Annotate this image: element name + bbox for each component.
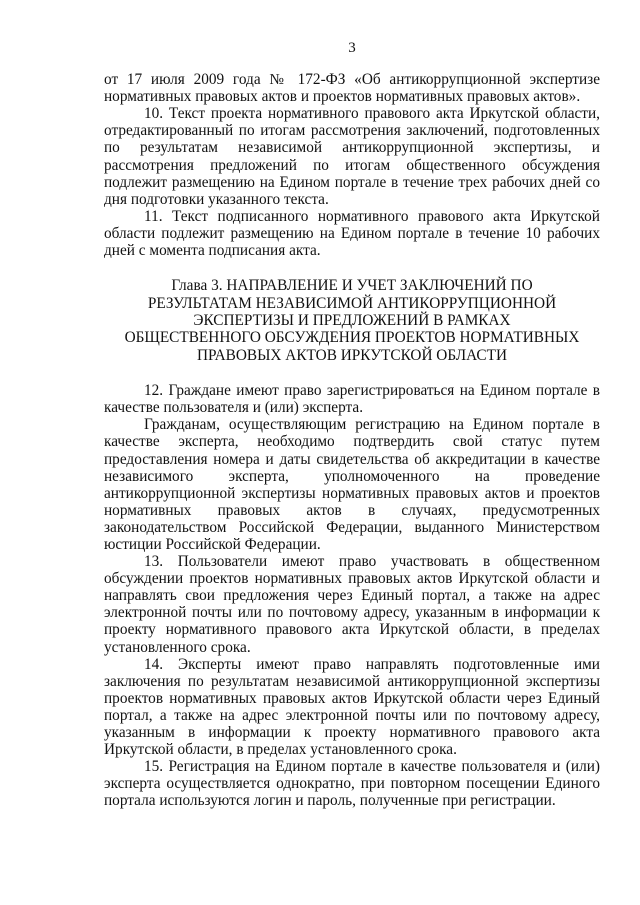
paragraph-law-reference: от 17 июля 2009 года № 172-ФЗ «Об антикоррупционной экспертизе нормативных правовых актов и проектов нормативных правовых актов». (104, 71, 600, 106)
paragraph-10: 10. Текст проекта нормативного правового акта Иркутской области, отредактированный по итогам рассмотрения заключений, подготовленных по результатам независимой антикоррупционной экспертизы, и рассмотрения предложений по итогам общественного обсуждения подлежит размещению на Едином портале в течение трех рабочих дней со дня подготовки указанного текста. (104, 105, 600, 208)
paragraph-13: 13. Пользователи имеют право участвовать в общественном обсуждении проектов нормативных правовых актов Иркутской области и направлять свои предложения через Единый портал, а также на адрес электронной почты или по почтовому адресу, указанным в информации к проекту нормативного правового акта Иркутской области, в пределах установленного срока. (104, 553, 600, 656)
paragraph-12: 12. Граждане имеют право зарегистрироваться на Едином портале в качестве пользователя и (или) эксперта. (104, 382, 600, 417)
document-page (104, 40, 600, 810)
chapter-title: Глава 3. НАПРАВЛЕНИЕ И УЧЕТ ЗАКЛЮЧЕНИЙ ПО РЕЗУЛЬТАТАМ НЕЗАВИСИМОЙ АНТИКОРРУПЦИОННОЙ ЭКСПЕРТИЗЫ И ПРЕДЛОЖЕНИЙ В РАМКАХ ОБЩЕСТВЕННОГО ОБСУЖДЕНИЯ ПРОЕКТОВ НОРМАТИВНЫХ ПРАВОВЫХ АКТОВ ИРКУТСКОЙ ОБЛАСТИ (124, 277, 580, 364)
paragraph-14: 14. Эксперты имеют право направлять подготовленные ими заключения по результатам независимой антикоррупционной экспертизы проектов нормативных правовых актов Иркутской области через Единый портал, а также на адрес электронной почты или по почтовому адресу, указанным в информации к проекту нормативного правового акта Иркутской области, в пределах установленного срока. (104, 655, 600, 759)
paragraph-11: 11. Текст подписанного нормативного правового акта Иркутской области подлежит размещению на Едином портале в течение 10 рабочих дней с момента подписания акта. (104, 207, 600, 260)
paragraph-15: 15. Регистрация на Едином портале в качестве пользователя и (или) эксперта осуществляется однократно, при повторном посещении Единого портала используются логин и пароль, полученные при регистрации. (104, 758, 600, 810)
paragraph-expert-registration: Гражданам, осуществляющим регистрацию на Едином портале в качестве эксперта, необходимо подтвердить свой статус путем предоставления номера и даты свидетельства об аккредитации в качестве независимого эксперта, уполномоченного на проведение антикоррупционной экспертизы нормативных правовых актов и проектов нормативных правовых актов в случаях, предусмотренных законодательством Российской Федерации, выданного Министерством юстиции Российской Федерации. (104, 416, 600, 553)
page-number: 3 (348, 40, 356, 56)
